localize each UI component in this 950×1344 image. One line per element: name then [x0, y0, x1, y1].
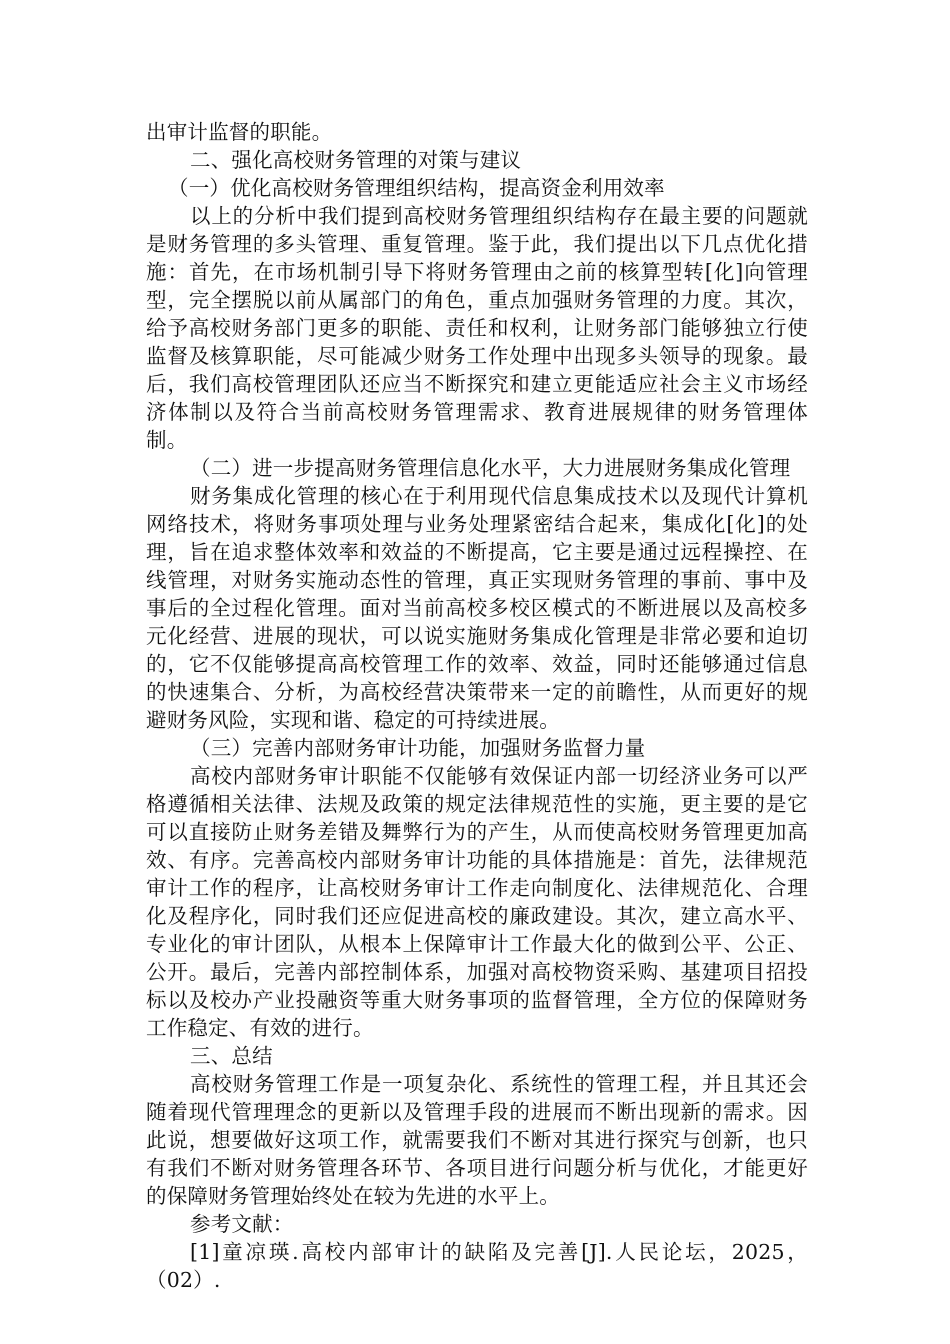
- paragraph: 财务集成化管理的核心在于利用现代信息集成技术以及现代计算机网络技术，将财务事项处理与业务处理紧密结合起来，集成化[化]的处理，旨在追求整体效率和效益的不断提高，它主要是通过远程操控、在线管理，对财务实施动态性的管理，真正实现财务管理的事前、事中及事后的全过程化管理。面对当前高校多校区模式的不断进展以及高校多元化经营、进展的现状，可以说实施财务集成化管理是非常必要和迫切的，它不仅能够提高高校管理工作的效率、效益，同时还能够通过信息的快速集合、分析，为高校经营决策带来一定的前瞻性，从而更好的规避财务风险，实现和谐、稳定的可持续进展。: [146, 484, 808, 732]
- paragraph: 以上的分析中我们提到高校财务管理组织结构存在最主要的问题就是财务管理的多头管理、重复管理。鉴于此，我们提出以下几点优化措施：首先，在市场机制引导下将财务管理由之前的核算型转[化]向管理型，完全摆脱以前从属部门的角色，重点加强财务管理的力度。其次，给予高校财务部门更多的职能、责任和权利，让财务部门能够独立行使监督及核算职能，尽可能减少财务工作处理中出现多头领导的现象。最后，我们高校管理团队还应当不断探究和建立更能适应社会主义市场经济体制以及符合当前高校财务管理需求、教育进展规律的财务管理体制。: [146, 204, 808, 452]
- section-heading: 二、强化高校财务管理的对策与建议: [190, 148, 522, 172]
- subsection-heading: （一）优化高校财务管理组织结构，提高资金利用效率: [168, 176, 665, 200]
- reference-item: [1]童凉瑛.高校内部审计的缺陷及完善[J].人民论坛，2025，（02）.: [146, 1240, 808, 1292]
- paragraph: 高校内部财务审计职能不仅能够有效保证内部一切经济业务可以严格遵循相关法律、法规及政策的规定法律规范性的实施，更主要的是它可以直接防止财务差错及舞弊行为的产生，从而使高校财务管理更加高效、有序。完善高校内部财务审计功能的具体措施是：首先，法律规范审计工作的程序，让高校财务审计工作走向制度化、法律规范化、合理化及程序化，同时我们还应促进高校的廉政建设。其次，建立高水平、专业化的审计团队，从根本上保障审计工作最大化的做到公平、公正、公开。最后，完善内部控制体系，加强对高校物资采购、基建项目招投标以及校办产业投融资等重大财务事项的监督管理，全方位的保障财务工作稳定、有效的进行。: [146, 764, 808, 1040]
- document-body: [146, 118, 808, 1294]
- paragraph: 出审计监督的职能。: [146, 120, 333, 144]
- references-heading: 参考文献：: [190, 1212, 294, 1236]
- paragraph: 高校财务管理工作是一项复杂化、系统性的管理工程，并且其还会随着现代管理理念的更新以及管理手段的进展而不断出现新的需求。因此说，想要做好这项工作，就需要我们不断对其进行探究与创新，也只有我们不断对财务管理各环节、各项目进行问题分析与优化，才能更好的保障财务管理始终处在较为先进的水平上。: [146, 1072, 808, 1208]
- subsection-heading: （二）进一步提高财务管理信息化水平，大力进展财务集成化管理: [190, 456, 791, 480]
- section-heading: 三、总结: [190, 1044, 273, 1068]
- subsection-heading: （三）完善内部财务审计功能，加强财务监督力量: [190, 736, 646, 760]
